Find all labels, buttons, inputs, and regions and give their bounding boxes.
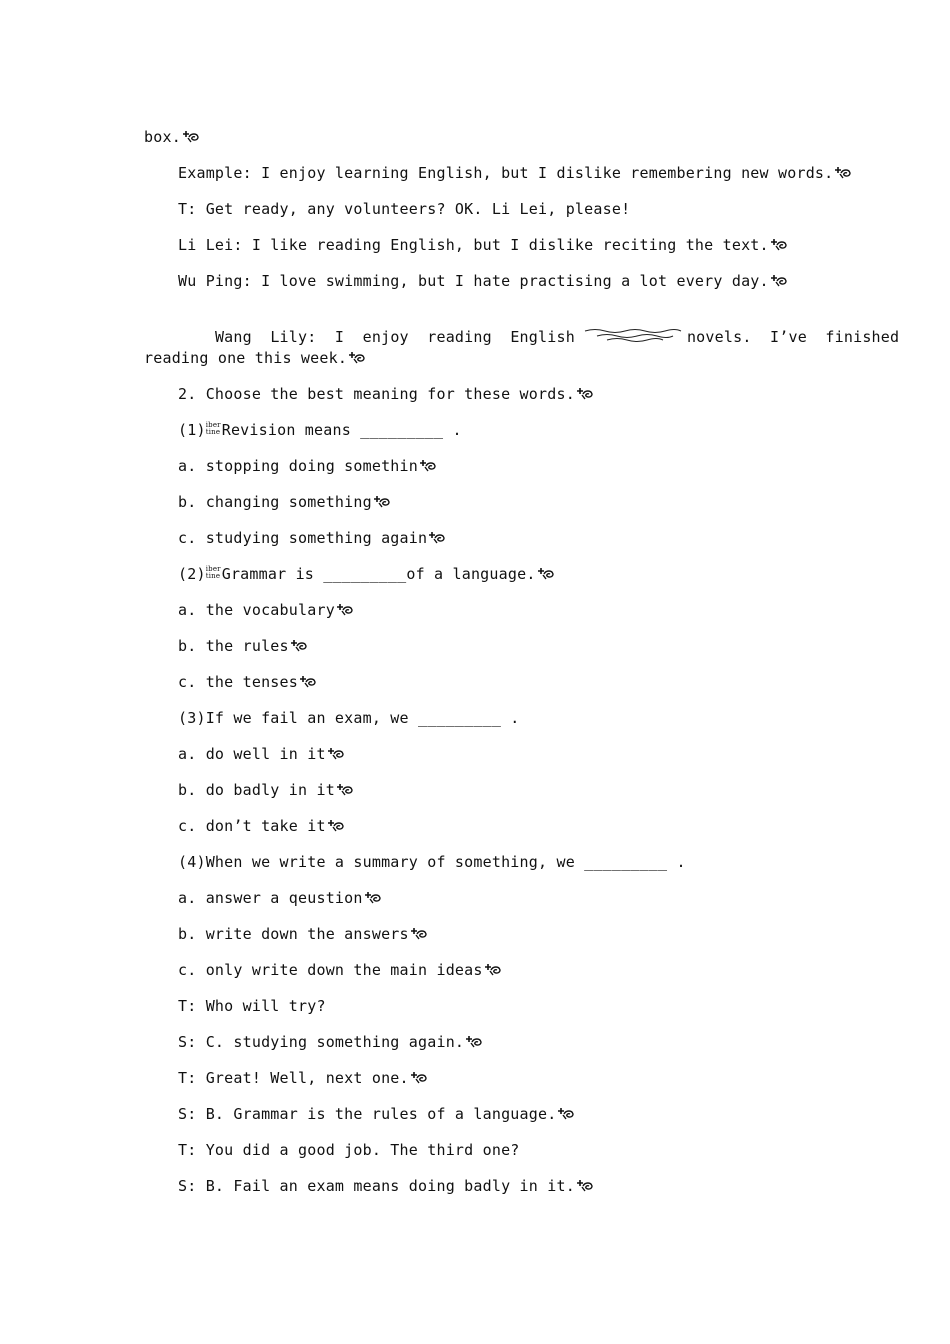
line-text: 2. Choose the best meaning for these words.: [178, 385, 575, 403]
line-text: novels. I’ve finished: [686, 328, 900, 346]
paragraph-mark-icon: [410, 928, 428, 940]
text-line: [178, 420, 462, 440]
small-mark: iber tine: [205, 421, 221, 436]
text-line: [178, 852, 686, 872]
line-text: T: Great! Well, next one.: [178, 1069, 409, 1087]
paragraph-mark-icon: [770, 239, 788, 251]
line-text: c. the tenses: [178, 673, 298, 691]
line-text: (4)When we write a summary of something, we _________ .: [178, 853, 686, 871]
line-text: a. do well in it: [178, 745, 326, 763]
paragraph-mark-icon: [299, 676, 317, 688]
line-text: c. only write down the main ideas: [178, 961, 483, 979]
paragraph-mark-icon: [327, 820, 345, 832]
line-text: b. do badly in it: [178, 781, 335, 799]
text-line: [178, 600, 354, 620]
line-text: b. changing something: [178, 493, 372, 511]
paragraph-mark-icon: [557, 1108, 575, 1120]
line-text: Grammar is _________of a language.: [221, 565, 536, 583]
text-line: [178, 1140, 520, 1160]
line-text: a. answer a qeustion: [178, 889, 363, 907]
paragraph-mark-icon: [336, 784, 354, 796]
text-line: [178, 271, 788, 291]
small-mark: iber tine: [205, 565, 221, 580]
text-line: [178, 1032, 483, 1052]
paragraph-mark-icon: [364, 892, 382, 904]
paragraph-mark-icon: [327, 748, 345, 760]
line-text: reading one this week.: [144, 349, 348, 367]
line-text: a. the vocabulary: [178, 601, 335, 619]
paragraph-mark-icon: [576, 1180, 594, 1192]
paragraph-mark-icon: [336, 604, 354, 616]
line-text: S: B. Fail an exam means doing badly in it.: [178, 1177, 575, 1195]
line-text: c. don’t take it: [178, 817, 326, 835]
line-text: S: C. studying something again.: [178, 1033, 465, 1051]
paragraph-mark-icon: [465, 1036, 483, 1048]
text-line: [178, 888, 382, 908]
text-line: [178, 564, 555, 584]
paragraph-mark-icon: [770, 275, 788, 287]
text-line: [178, 780, 354, 800]
line-text: T: Who will try?: [178, 997, 326, 1015]
line-text: T: You did a good job. The third one?: [178, 1141, 520, 1159]
paragraph-mark-icon: [428, 532, 446, 544]
text-line: [178, 384, 594, 404]
text-line: [178, 636, 308, 656]
line-text: (1): [178, 421, 206, 439]
line-text: Revision means _________ .: [221, 421, 462, 439]
text-line: [178, 744, 345, 764]
paragraph-mark-icon: [182, 131, 200, 143]
wavy-underline-icon: [583, 328, 683, 344]
line-text: a. stopping doing somethin: [178, 457, 418, 475]
text-line: [178, 163, 852, 183]
line-text: (3)If we fail an exam, we _________ .: [178, 709, 520, 727]
text-line: [178, 528, 446, 548]
text-line: [144, 127, 200, 147]
line-text: Wang Lily: I enjoy reading English: [214, 328, 575, 346]
text-line: [178, 1104, 575, 1124]
line-text: Wu Ping: I love swimming, but I hate practising a lot every day.: [178, 272, 769, 290]
text-line: [178, 199, 630, 219]
paragraph-mark-icon: [834, 167, 852, 179]
paragraph-mark-icon: [373, 496, 391, 508]
line-text: Li Lei: I like reading English, but I dislike reciting the text.: [178, 236, 769, 254]
text-line: [178, 492, 391, 512]
paragraph-mark-icon: [537, 568, 555, 580]
line-text: b. write down the answers: [178, 925, 409, 943]
line-text: box.: [144, 128, 181, 146]
paragraph-mark-icon: [576, 388, 594, 400]
text-line: [178, 456, 437, 476]
line-text: Example: I enjoy learning English, but I dislike remembering new words.: [178, 164, 834, 182]
line-text: T: Get ready, any volunteers? OK. Li Lei, please!: [178, 200, 631, 218]
paragraph-mark-icon: [419, 460, 437, 472]
text-line: [178, 235, 788, 255]
line-text: b. the rules: [178, 637, 289, 655]
text-line: [178, 816, 345, 836]
paragraph-mark-icon: [410, 1072, 428, 1084]
text-line: [144, 348, 366, 368]
line-text: c. studying something again: [178, 529, 428, 547]
text-line: [178, 708, 520, 728]
text-line: [178, 1176, 594, 1196]
text-line: [178, 924, 428, 944]
text-line: [178, 1068, 428, 1088]
text-line: [178, 996, 326, 1016]
line-text: S: B. Grammar is the rules of a language.: [178, 1105, 557, 1123]
line-text: (2): [178, 565, 206, 583]
paragraph-mark-icon: [348, 352, 366, 364]
text-line: [178, 672, 317, 692]
paragraph-mark-icon: [290, 640, 308, 652]
text-line: [178, 960, 502, 980]
paragraph-mark-icon: [484, 964, 502, 976]
